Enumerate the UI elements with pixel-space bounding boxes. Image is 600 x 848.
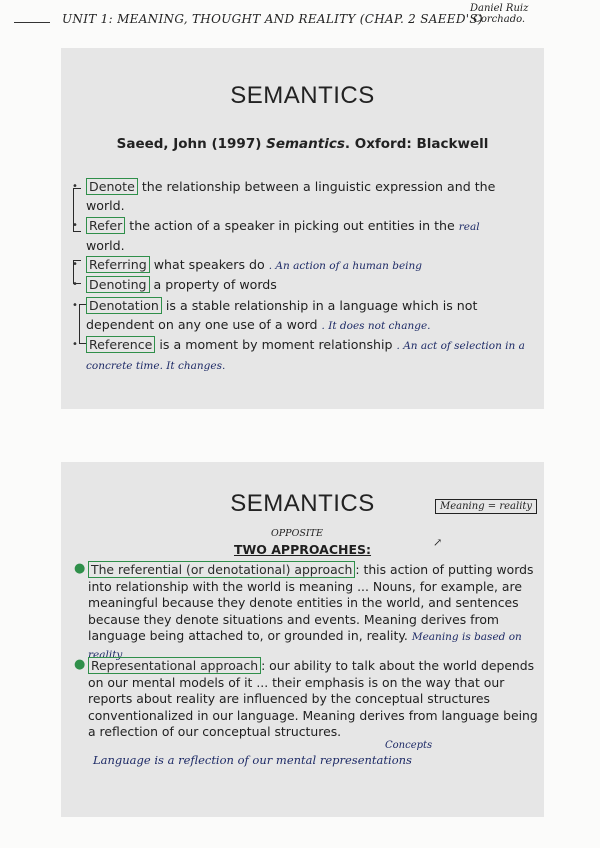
handwritten-note-concepts: Concepts <box>385 740 433 751</box>
term-box: Representational approach <box>88 657 261 674</box>
slide-definitions <box>61 48 544 409</box>
definition-text: the action of a speaker in picking out entities in the <box>125 218 455 233</box>
handwritten-note: . An action of a human being <box>268 260 423 272</box>
list-item <box>72 178 526 215</box>
term-box: Referring <box>86 256 150 273</box>
arrow-icon: ↗ <box>433 536 443 549</box>
bullet-icon: • <box>72 279 78 290</box>
approach-text: : our ability to talk about the world depends on our mental models of it ... their emphasis is on the way that our reports about reality are influenced by the conceptual structures conventionalized in our language. Meaning derives from language being a reflection of our conceptual structures. <box>88 658 538 739</box>
bullet-icon: • <box>72 220 78 231</box>
subtitle-book: Semantics <box>266 136 345 152</box>
bullet-icon: ● <box>74 657 86 672</box>
definition-text-continued: world. <box>86 237 125 253</box>
list-item <box>74 561 540 663</box>
slide-approaches <box>61 462 544 817</box>
list-item <box>72 297 526 335</box>
definition-text: is a moment by moment relationship <box>155 337 393 352</box>
slide1-title: SEMANTICS <box>230 82 375 109</box>
handwritten-summary: Language is a reflection of our mental representations <box>93 753 412 767</box>
author-name <box>470 3 528 25</box>
handwritten-note-opposite: OPPOSITE <box>271 528 323 539</box>
handwritten-note: Meaning is based on reality <box>88 631 522 661</box>
bullet-icon: ● <box>74 561 86 576</box>
definition-text: the relationship between a linguistic expression and the world. <box>86 179 496 213</box>
slide1-subtitle <box>61 136 544 152</box>
header-rule <box>14 22 50 23</box>
list-item <box>72 276 526 295</box>
term-box: Denoting <box>86 276 150 293</box>
subtitle-publisher: . Oxford: Blackwell <box>344 136 489 152</box>
list-item <box>72 256 526 276</box>
bullet-icon: • <box>72 300 78 311</box>
handwritten-box-note: Meaning = reality <box>435 499 537 514</box>
term-box: Denotation <box>86 297 162 314</box>
approach-text: : this action of putting words into relationship with the world is meaning ... Nouns, for example, are meaningful because they denote entities in the world, and sentences because they denote situations and events. Meaning derives from language being attached to, or grounded in, reality. <box>88 562 534 643</box>
author-name-line1: Daniel Ruiz <box>470 3 529 14</box>
term-box: Reference <box>86 336 155 353</box>
unit-title: UNIT 1: MEANING, THOUGHT AND REALITY (CHAP. 2 SAEED'S) <box>62 12 483 26</box>
bullet-icon: • <box>72 259 78 270</box>
term-box: Refer <box>86 217 125 234</box>
handwritten-note: real <box>458 221 480 233</box>
list-item <box>72 336 526 375</box>
term-box: The referential (or denotational) approach <box>88 561 355 578</box>
bullet-icon: • <box>72 181 78 192</box>
author-name-line2: Corchado. <box>473 14 526 25</box>
definition-text: a property of words <box>149 277 277 292</box>
two-approaches-heading: TWO APPROACHES: <box>233 542 372 557</box>
handwritten-note: . An act of selection in a concrete time. It changes. <box>86 340 525 372</box>
term-box: Denote <box>86 178 138 195</box>
subtitle-author: Saeed, John (1997) <box>116 136 267 152</box>
slide2-title: SEMANTICS <box>230 490 375 517</box>
definition-text: is a stable relationship in a language which is not dependent on any one use of a word <box>86 298 478 332</box>
list-item <box>72 217 526 255</box>
list-item <box>74 657 540 741</box>
definition-text: what speakers do <box>149 257 265 272</box>
handwritten-note: . It does not change. <box>321 319 431 332</box>
bullet-icon: • <box>72 339 78 350</box>
